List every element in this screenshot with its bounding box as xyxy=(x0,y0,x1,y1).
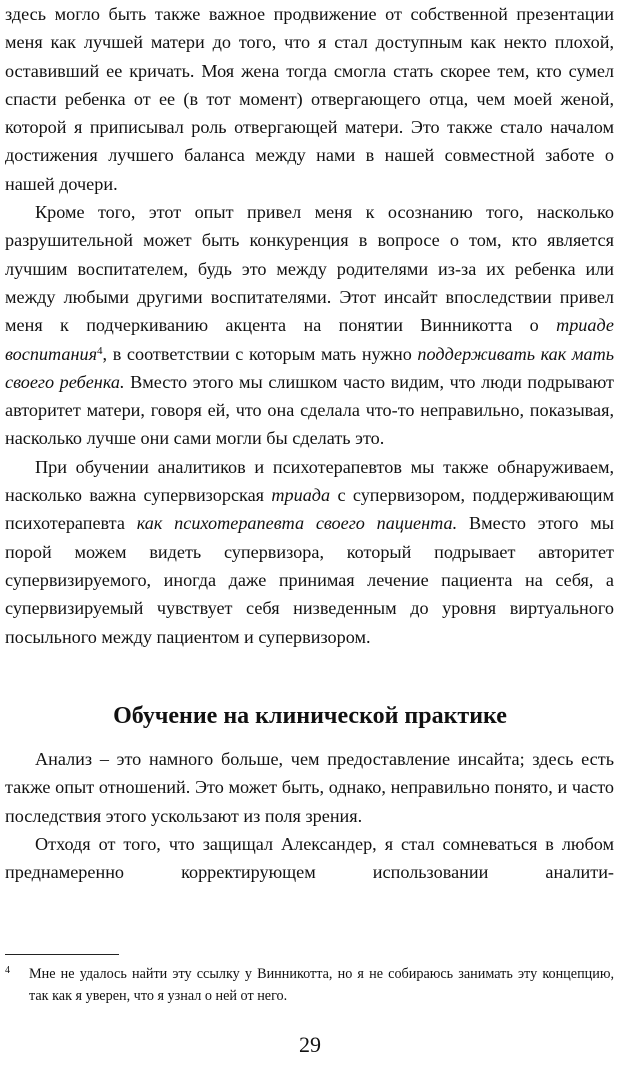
italic-term: триада xyxy=(271,485,331,506)
footnote-reference: 4 xyxy=(97,344,103,357)
text-run: При обучении аналитиков и психотерапевтов мы также обнаруживаем, насколько важна супервизорская xyxy=(5,456,614,506)
paragraph-competition xyxy=(5,198,614,453)
paragraph-continued: здесь могло быть также важное продвижение от собственной презентации меня как лучшей матери до того, что я стал доступным как некто плохой, оставивший ее кричать. Моя жена тогда смогла стать скорее тем, кто сумел спасти ребенка от ее (в тот момент) отвергающего отца, чем моей женой, которой я приписывал роль отвергающей матери. Это также стало началом достижения лучшего баланса между нами в нашей совместной заботе о нашей дочери. xyxy=(5,4,614,194)
page-number: 29 xyxy=(299,1032,321,1057)
paragraph-supervision xyxy=(5,453,614,651)
italic-term: поддерживать как мать своего ребенка. xyxy=(5,343,614,392)
footnote-text: Мне не удалось найти эту ссылку у Винникотта, но я не собираюсь занимать эту концепцию, так как я уверен, что я узнал о ней от него. xyxy=(29,966,614,1004)
footnote-mark: 4 xyxy=(5,965,10,976)
italic-term: триаде воспитания xyxy=(5,315,614,364)
text-run: , в соответствии с которым мать нужно xyxy=(102,343,418,364)
body-text-top xyxy=(5,0,614,651)
paragraph-analysis: Анализ – это намного больше, чем предоставление инсайта; здесь есть также опыт отношений. Это может быть, однако, неправильно понято, и часто последствия этого ускользают из поля зрения. xyxy=(5,749,614,826)
paragraph-alexander: Отходя от того, что защищал Александер, я стал сомневаться в любом преднамеренно корректирующем использовании аналити- xyxy=(5,833,614,883)
text-run: Вместо этого мы порой можем видеть супервизора, который подрывает авторитет супервизируемого, иногда даже принимая лечение пациента на себя, а супервизируемый чувствует себя низведенным до уровня виртуального посыльного между пациентом и супервизором. xyxy=(5,513,614,647)
text-run: Кроме того, этот опыт привел меня к осознанию того, насколько разрушительной может быть конкуренция в вопросе о том, кто является лучшим воспитателем, будь это между родителями из-за их ребенка или между любыми другими воспитателями. Этот инсайт впоследствии привел меня к подчеркиванию акцента на понятии Винникотта о xyxy=(5,202,614,336)
footnote xyxy=(5,963,614,1007)
text-run: Вместо этого мы слишком часто видим, что люди подрывают авторитет матери, говоря ей, что она сделала что-то неправильно, показывая, насколько лучше они сами могли бы сделать это. xyxy=(5,371,614,449)
section-heading: Обучение на клинической практике xyxy=(113,703,507,729)
footnote-separator xyxy=(5,954,119,955)
text-run: с супервизором, поддерживающим психотерапевта xyxy=(5,485,614,534)
italic-term: как психотерапевта своего пациента. xyxy=(136,513,458,534)
body-text-bottom xyxy=(5,745,614,886)
